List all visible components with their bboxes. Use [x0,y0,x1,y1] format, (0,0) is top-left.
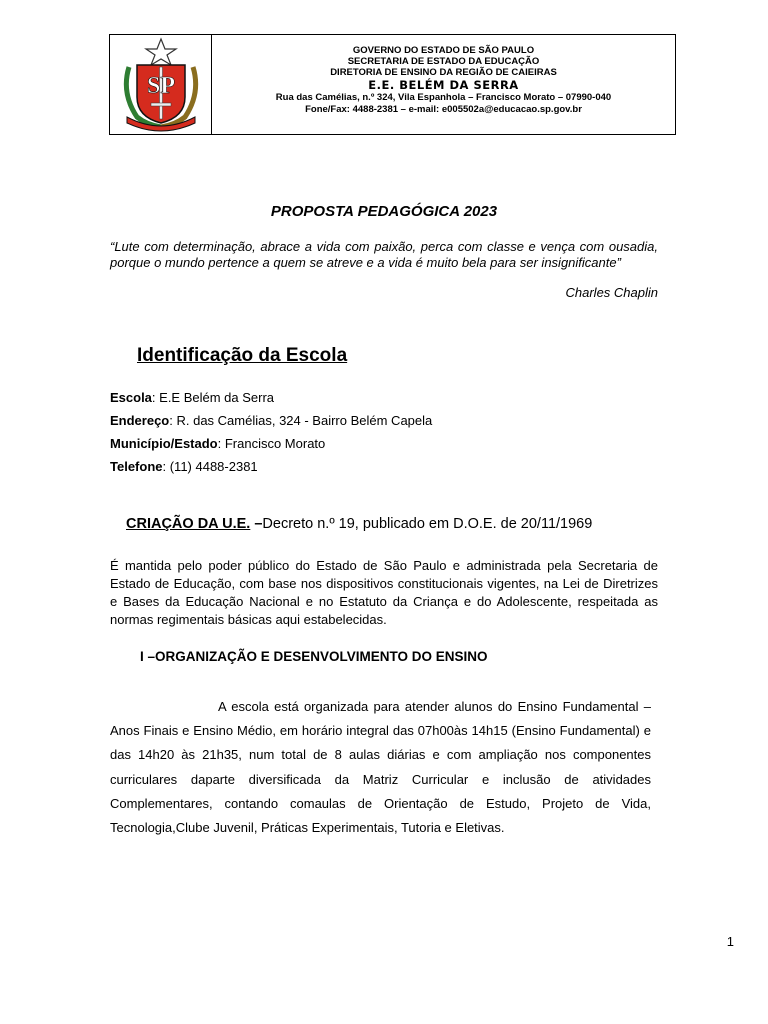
maintenance-paragraph: É mantida pelo poder público do Estado de São Paulo e administrada pela Secretaria de Estado de Educação, com base nos dispositivos constitucionais vigentes, na Lei de Diretrizes e Bases da Educação Nacional e no Estatuto da Criança e do Adolescente, respeitada as normas regimentais básicas aqui estabelecidas. [110,558,658,627]
school-contact: Fone/Fax: 4488-2381 – e-mail: e005502a@educacao.sp.gov.br [305,104,582,115]
identification-heading: Identificação da Escola [137,345,348,366]
school-address: Rua das Camélias, n.º 324, Vila Espanhola – Francisco Morato – 07990-040 [275,92,612,103]
school-name: E.E. BELÉM DA SERRA [368,78,519,92]
field-label: Município/Estado [110,436,218,451]
section-heading-organizacao: I –ORGANIZAÇÃO E DESENVOLVIMENTO DO ENSINO [140,649,488,664]
gov-line: GOVERNO DO ESTADO DE SÃO PAULO [352,45,535,56]
field-value: : E.E Belém da Serra [151,390,275,405]
secretaria-line: SECRETARIA DE ESTADO DA EDUCAÇÃO [347,56,540,67]
diretoria-line: DIRETORIA DE ENSINO DA REGIÃO DE CAIEIRAS [330,67,557,78]
page-number: 1 [726,934,734,949]
field-municipio [110,436,325,451]
field-value: : Francisco Morato [217,436,326,451]
field-label: Endereço [110,413,170,428]
creation-label: CRIAÇÃO DA U.E. [126,516,251,532]
field-endereco [110,413,432,428]
field-value: : R. das Camélias, 324 - Bairro Belém Capela [169,413,433,428]
creation-dash: – [250,516,263,532]
field-label: Escola [110,390,152,405]
logo-cell [110,35,212,134]
creation-decree: Decreto n.º 19, publicado em D.O.E. de 20/11/1969 [262,516,593,532]
epigraph-quote: “Lute com determinação, abrace a vida com paixão, perca com classe e vença com ousadia, porque o mundo pertence a quem se atreve e a vida é muito bela para ser insignificante” [110,239,658,270]
document-title: PROPOSTA PEDAGÓGICA 2023 [270,203,498,220]
field-value: : (11) 4488-2381 [162,459,258,474]
letterhead-text [212,35,675,134]
organizacao-paragraph [110,695,651,840]
field-escola [110,390,274,405]
field-telefone [110,459,258,474]
epigraph-author: Charles Chaplin [565,285,658,300]
organizacao-text: A escola está organizada para atender alunos do Ensino Fundamental – Anos Finais e Ensino Médio, em horário integral das 07h00às 14h15 (Ensino Fundamental) e das 14h20 às 21h35, num total de 8 aulas diárias e com ampliação nos componentes curriculares daparte diversificada da Matriz Curricular e inclusão de atividades Complementares, contando comaulas de Orientação de Estudo, Projeto de Vida, Tecnologia,Clube Juvenil, Práticas Experimentais, Tutoria e Eletivas. [110,699,651,836]
letterhead [109,34,676,135]
sao-paulo-coat-of-arms-icon [115,37,207,133]
creation-line [126,516,592,532]
logo-monogram: SP [146,72,175,99]
field-label: Telefone [110,459,163,474]
